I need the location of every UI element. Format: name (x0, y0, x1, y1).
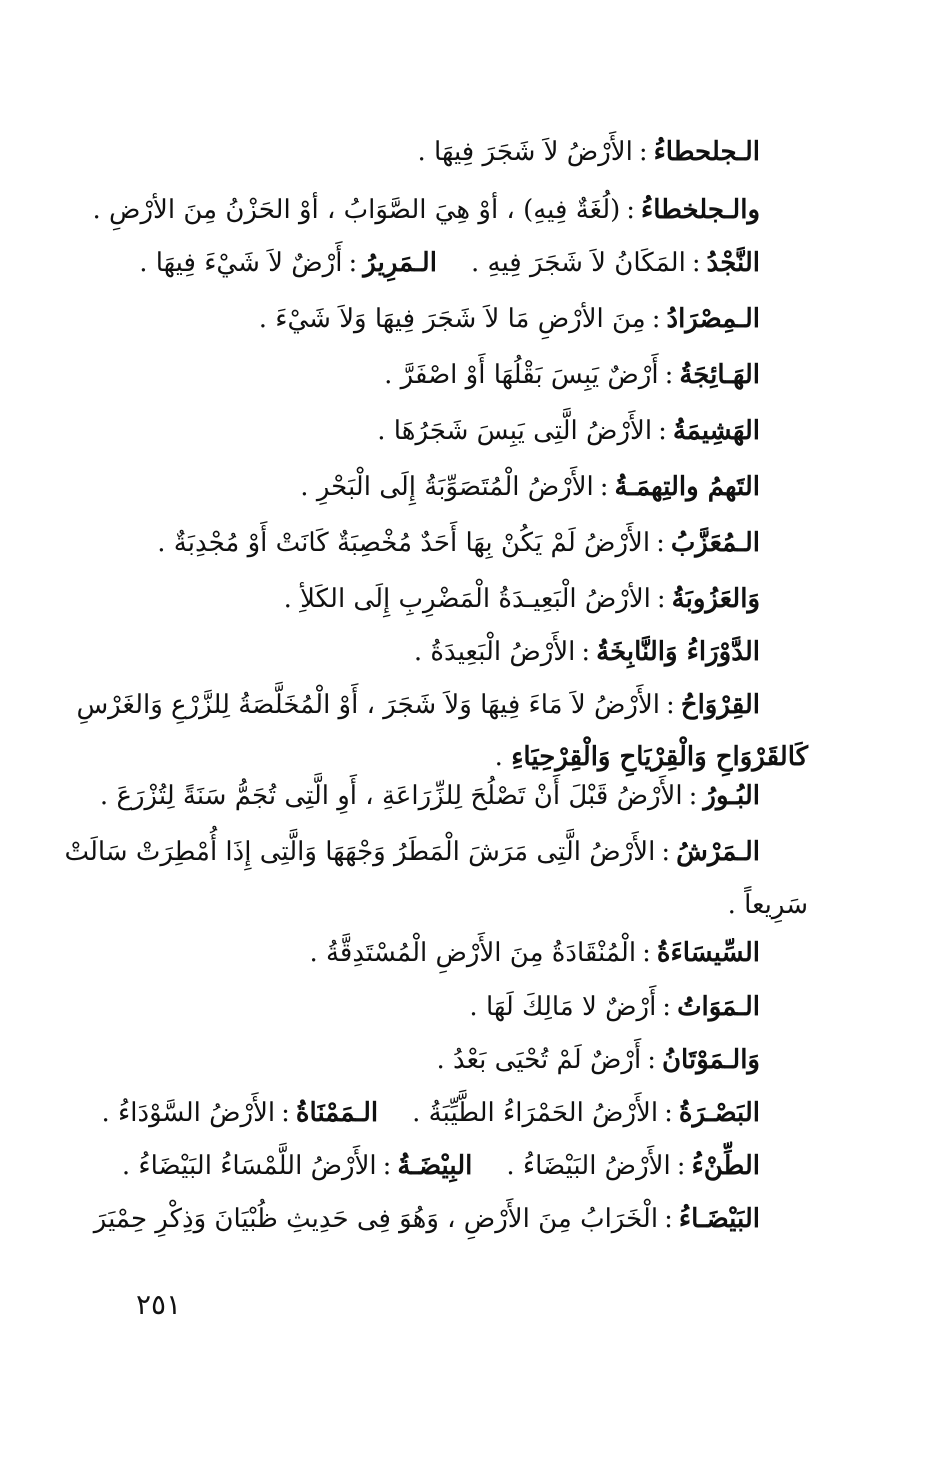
definition: الأَرْضُ الَّتِى مَرَشَ الْمَطَرُ وَجْهَهَا وَالَّتِى إِذَا أُمْطِرَتْ سَالَتْ (64, 837, 656, 867)
headword: السِّيسَاءَةُ (656, 938, 760, 968)
headword: والـجلخطاءُ (641, 195, 760, 225)
headword: الـمَرْشُ (676, 837, 760, 867)
entry-line (120, 1040, 760, 1080)
entry-line (92, 190, 760, 230)
headword: الـمَوَاتُ (677, 992, 760, 1022)
definition: الْمُنْقَادَةُ مِنَ الأَرْضِ الْمُسْتَدِقَّةُ . (309, 938, 637, 968)
headword: البَيْضَـاءُ (678, 1204, 760, 1234)
colon-separator: : (581, 637, 591, 667)
definition: الأَرْضُ اللَّمْسَاءُ البَيْضَاءُ . (121, 1151, 377, 1181)
headword: الـمَرِيرُ (363, 248, 437, 278)
colon-separator: : (647, 1045, 656, 1075)
entry-line (120, 411, 760, 451)
definition: الأَرْضُ الْمُتَصَوِّبَةُ إِلَى الْبَحْرِ . (300, 472, 594, 502)
headword: الـجلحطاءُ (653, 137, 760, 167)
definition: أَرْضٌ يَبِسَ بَقْلُهَا أَوْ اصْفَرَّ . (384, 360, 659, 390)
entry-line (101, 1093, 760, 1133)
colon-separator: : (348, 248, 358, 278)
definition: . (494, 742, 503, 772)
headword: الـمُعَزَّبُ (670, 528, 760, 558)
entry-line (120, 987, 760, 1027)
entry-line (120, 933, 760, 973)
entry-line (76, 685, 760, 725)
colon-separator: : (662, 992, 672, 1022)
entry-line (120, 737, 808, 777)
definition: أَرْضٌ لَمْ تُحْيَى بَعْدُ . (436, 1045, 642, 1075)
headword: التَهمُ والتِهمَـةُ (614, 472, 760, 502)
entry-line (99, 776, 760, 816)
definition: الأَرْضُ الْبَعِيدَةُ . (413, 637, 576, 667)
colon-separator: : (626, 195, 636, 225)
definition: الأَرْضُ لَمْ يَكُنْ بِهَا أَحَدٌ مُخْصِبَةٌ كَانَتْ أَوْ مُجْدِبَةٌ . (157, 528, 651, 558)
colon-separator: : (599, 472, 609, 502)
colon-separator: : (658, 416, 667, 446)
entry-line (120, 467, 760, 507)
colon-separator: : (666, 690, 675, 720)
colon-separator: : (642, 938, 651, 968)
entry-line (64, 832, 760, 872)
definition: الْخَرَابُ مِنَ الأَرْضِ ، وَهُوَ فِى حَدِيثِ ظُبْيَانَ وَذِكْرِ حِمْيَرَ (93, 1204, 659, 1234)
headword: الهَشِيمَةُ (672, 416, 760, 446)
headword: كَالقَرْوَاحِ وَالْقِرْيَاحِ وَالْقِرْحِيَاءِ (511, 742, 808, 772)
entry-line (120, 523, 760, 563)
page-number: ٢٥١ (136, 1288, 182, 1321)
definition: الأَرْضُ الحَمْرَاءُ الطَّيِّبَةُ . (412, 1098, 659, 1128)
entry-line (120, 132, 760, 172)
entry-line (120, 243, 760, 283)
definition: الأَرْضُ السَّوْدَاءُ . (101, 1098, 276, 1128)
headword: البِيْضَـةُ (397, 1151, 473, 1181)
colon-separator: : (638, 137, 648, 167)
colon-separator: : (676, 1151, 686, 1181)
headword: الطِّنْءُ (691, 1151, 760, 1181)
headword: وَالعَزُوبَةُ (671, 584, 760, 614)
entry-line (93, 1199, 760, 1239)
headword: الهَـائِجَةُ (679, 360, 760, 390)
colon-separator: : (664, 360, 674, 390)
colon-separator: : (656, 584, 666, 614)
definition: الأَرْضُ قَبْلَ أَنْ تَصْلُحَ لِلزِّرَاعَةِ ، أَوِ الَّتِى تُجَمُّ سَنَةً لِتُزْرَعَ . (99, 781, 683, 811)
entry-line (120, 885, 808, 925)
definition: المَكَانُ لاَ شَجَرَ فِيهِ . (470, 248, 686, 278)
definition: أَرْضٌ لاَ شَيْءَ فِيهَا . (139, 248, 343, 278)
definition: الأَرْضُ البَيْضَاءُ . (506, 1151, 671, 1181)
headword: القِرْوَاحُ (680, 690, 760, 720)
entry-line (120, 355, 760, 395)
colon-separator: : (281, 1098, 290, 1128)
entry-line (120, 1146, 760, 1186)
entry-line (120, 299, 760, 339)
definition: (لُغَةٌ فِيهِ) ، أوْ هِيَ الصَّوَابُ ، أوْ الحَزْنُ مِنَ الأرْضِ . (92, 195, 621, 225)
colon-separator: : (664, 1204, 673, 1234)
colon-separator: : (651, 304, 661, 334)
definition: الأَرْضُ لاَ مَاءَ فِيهَا وَلاَ شَجَرَ ، أَوْ الْمُخَلَّصَةُ لِلزَّرْعِ وَالغَرْسِ (76, 690, 661, 720)
entry-line (120, 579, 760, 619)
definition: الأرْضُ الْبَعِيـدَةُ الْمَضْرِبِ إِلَى الكَلأِ . (283, 584, 651, 614)
headword: الدَّوْرَاءُ وَالنَّابِخَةُ (596, 637, 760, 667)
headword: البَصْـرَةُ (678, 1098, 760, 1128)
definition: أَرْضٌ لا مَالِكَ لَهَا . (469, 992, 657, 1022)
colon-separator: : (691, 248, 701, 278)
colon-separator: : (661, 837, 671, 867)
colon-separator: : (656, 528, 665, 558)
definition: سَرِيعاً . (727, 890, 808, 920)
headword: وَالـمَوْتَانُ (661, 1045, 760, 1075)
entry-line (120, 632, 760, 672)
headword: البُـورُ (703, 781, 760, 811)
headword: الـمَمْنَاةُ (295, 1098, 379, 1128)
definition: الأَرْضُ الَّتِى يَبِسَ شَجَرُهَا . (377, 416, 653, 446)
colon-separator: : (382, 1151, 392, 1181)
colon-separator: : (664, 1098, 673, 1128)
colon-separator: : (688, 781, 698, 811)
definition: الأَرْضُ لاَ شَجَرَ فِيهَا . (417, 137, 633, 167)
definition: مِنَ الأرْضِ مَا لاَ شَجَرَ فِيهَا وَلاَ شَيْءَ . (258, 304, 646, 334)
headword: الـمِصْرَادُ (666, 304, 760, 334)
headword: النَّجْدُ (706, 248, 760, 278)
